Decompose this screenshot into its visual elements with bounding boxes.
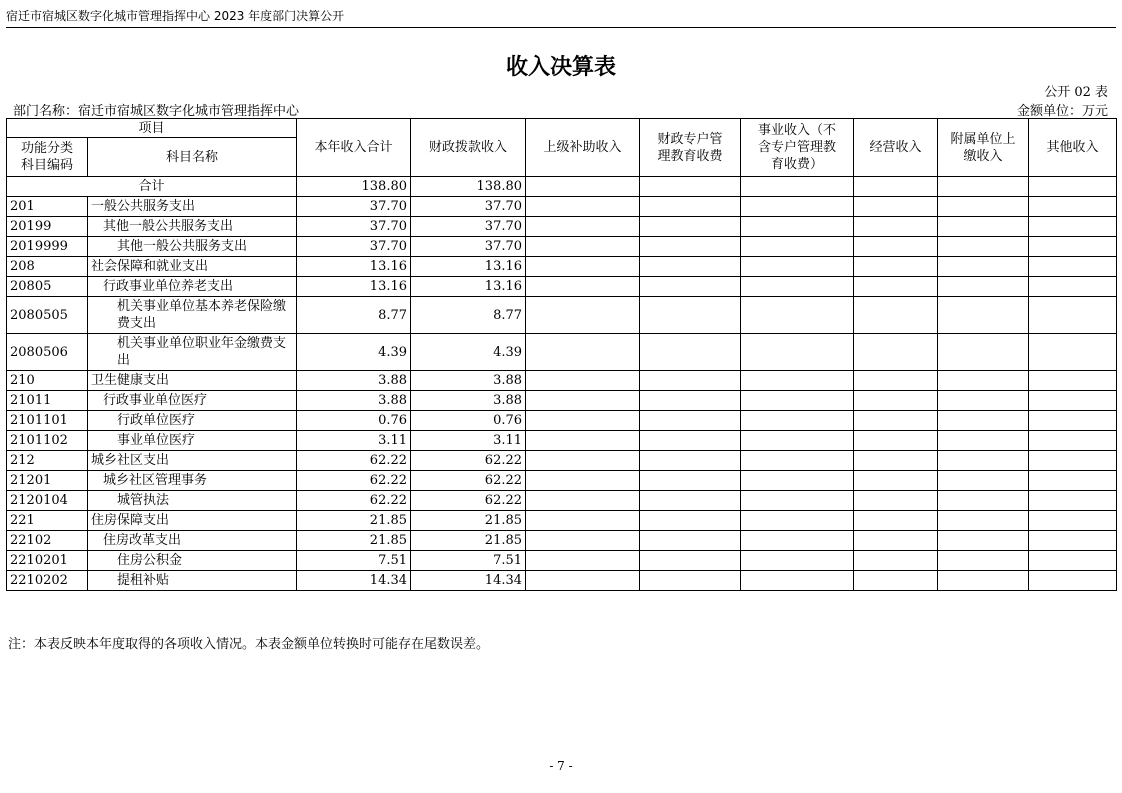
row-affiliated [938, 391, 1029, 411]
row-edu-fees [640, 531, 741, 551]
table-row [7, 277, 1117, 297]
row-name-text: 住房改革支出 [103, 533, 182, 548]
row-affiliated [938, 471, 1029, 491]
table-note: 注：本表反映本年度取得的各项收入情况。本表金额单位转换时可能存在尾数误差。 [8, 637, 490, 652]
total-fiscal: 138.80 [411, 177, 526, 197]
row-operating [854, 471, 938, 491]
row-business [741, 217, 854, 237]
row-edu-fees [640, 391, 741, 411]
row-superior [526, 257, 640, 277]
row-superior [526, 391, 640, 411]
row-edu-fees [640, 491, 741, 511]
total-superior [526, 177, 640, 197]
row-code: 201 [7, 197, 88, 217]
row-operating [854, 334, 938, 371]
row-business [741, 371, 854, 391]
row-code: 2120104 [7, 491, 88, 511]
row-superior [526, 411, 640, 431]
row-other [1029, 431, 1117, 451]
row-other [1029, 237, 1117, 257]
row-other [1029, 571, 1117, 591]
row-total: 62.22 [297, 491, 411, 511]
row-name-text: 事业单位医疗 [117, 433, 196, 448]
page-title: 收入决算表 [505, 55, 616, 80]
row-affiliated [938, 531, 1029, 551]
row-code: 21011 [7, 391, 88, 411]
row-total: 14.34 [297, 571, 411, 591]
row-affiliated [938, 431, 1029, 451]
table-row [7, 491, 1117, 511]
row-affiliated [938, 411, 1029, 431]
row-other [1029, 491, 1117, 511]
row-code: 212 [7, 451, 88, 471]
row-edu-fees [640, 237, 741, 257]
row-fiscal: 21.85 [411, 531, 526, 551]
row-affiliated [938, 334, 1029, 371]
row-business [741, 277, 854, 297]
row-edu-fees [640, 451, 741, 471]
row-code: 20805 [7, 277, 88, 297]
row-edu-fees [640, 277, 741, 297]
row-code: 208 [7, 257, 88, 277]
row-edu-fees [640, 511, 741, 531]
row-code: 2101101 [7, 411, 88, 431]
row-edu-fees [640, 431, 741, 451]
department-name: 部门名称：宿迁市宿城区数字化城市管理指挥中心 [13, 104, 300, 119]
table-row [7, 571, 1117, 591]
row-other [1029, 471, 1117, 491]
row-other [1029, 371, 1117, 391]
row-total: 3.88 [297, 371, 411, 391]
row-edu-fees [640, 217, 741, 237]
row-business [741, 334, 854, 371]
total-operating [854, 177, 938, 197]
row-fiscal: 13.16 [411, 257, 526, 277]
row-operating [854, 391, 938, 411]
total-business [741, 177, 854, 197]
row-business [741, 431, 854, 451]
row-superior [526, 451, 640, 471]
row-affiliated [938, 197, 1029, 217]
total-other [1029, 177, 1117, 197]
table-row [7, 471, 1117, 491]
row-other [1029, 511, 1117, 531]
row-operating [854, 411, 938, 431]
row-name [88, 197, 297, 217]
total-amount: 138.80 [297, 177, 411, 197]
row-total: 13.16 [297, 257, 411, 277]
row-affiliated [938, 277, 1029, 297]
row-edu-fees [640, 257, 741, 277]
table-row [7, 257, 1117, 277]
row-other [1029, 297, 1117, 334]
row-name [88, 237, 297, 257]
table-row [7, 297, 1117, 334]
row-affiliated [938, 491, 1029, 511]
row-total: 37.70 [297, 217, 411, 237]
row-name [88, 391, 297, 411]
row-superior [526, 431, 640, 451]
header-superior: 上级补助收入 [526, 119, 640, 177]
row-operating [854, 277, 938, 297]
row-operating [854, 511, 938, 531]
row-fiscal: 62.22 [411, 451, 526, 471]
row-code: 20199 [7, 217, 88, 237]
row-superior [526, 197, 640, 217]
table-row [7, 334, 1117, 371]
row-edu-fees [640, 571, 741, 591]
row-fiscal: 8.77 [411, 297, 526, 334]
row-fiscal: 14.34 [411, 571, 526, 591]
row-code: 2080506 [7, 334, 88, 371]
header-operating: 经营收入 [854, 119, 938, 177]
row-other [1029, 334, 1117, 371]
row-affiliated [938, 237, 1029, 257]
row-operating [854, 371, 938, 391]
row-other [1029, 531, 1117, 551]
row-edu-fees [640, 411, 741, 431]
row-superior [526, 237, 640, 257]
row-code: 210 [7, 371, 88, 391]
row-superior [526, 297, 640, 334]
row-other [1029, 217, 1117, 237]
row-total: 37.70 [297, 197, 411, 217]
table-row [7, 411, 1117, 431]
row-name-text: 城乡社区管理事务 [103, 473, 208, 488]
row-business [741, 451, 854, 471]
row-name-text: 城管执法 [117, 493, 170, 508]
table-row [7, 431, 1117, 451]
header-affiliated: 附属单位上 缴收入 [938, 119, 1029, 177]
row-other [1029, 257, 1117, 277]
row-code: 2101102 [7, 431, 88, 451]
row-fiscal: 62.22 [411, 491, 526, 511]
row-business [741, 571, 854, 591]
income-table [6, 118, 1117, 591]
row-name [88, 491, 297, 511]
row-business [741, 411, 854, 431]
row-name-text: 行政事业单位养老支出 [103, 279, 234, 294]
row-edu-fees [640, 334, 741, 371]
row-operating [854, 551, 938, 571]
row-total: 3.11 [297, 431, 411, 451]
row-name [88, 571, 297, 591]
row-fiscal: 62.22 [411, 471, 526, 491]
row-edu-fees [640, 297, 741, 334]
header-business: 事业收入（不 含专户管理教 育收费） [741, 119, 854, 177]
row-name [88, 334, 297, 371]
table-row [7, 531, 1117, 551]
row-superior [526, 551, 640, 571]
row-fiscal: 4.39 [411, 334, 526, 371]
row-business [741, 297, 854, 334]
row-fiscal: 37.70 [411, 197, 526, 217]
row-fiscal: 13.16 [411, 277, 526, 297]
row-fiscal: 3.11 [411, 431, 526, 451]
row-code: 21201 [7, 471, 88, 491]
table-row [7, 197, 1117, 217]
row-operating [854, 571, 938, 591]
row-business [741, 551, 854, 571]
row-business [741, 257, 854, 277]
row-fiscal: 21.85 [411, 511, 526, 531]
row-code: 2019999 [7, 237, 88, 257]
row-total: 13.16 [297, 277, 411, 297]
row-total: 0.76 [297, 411, 411, 431]
row-name [88, 451, 297, 471]
table-row [7, 551, 1117, 571]
row-name-text: 其他一般公共服务支出 [103, 219, 234, 234]
table-row [7, 371, 1117, 391]
table-row [7, 511, 1117, 531]
row-name [88, 297, 297, 334]
row-name-text: 提租补贴 [117, 573, 170, 588]
row-name-text: 住房公积金 [117, 553, 183, 568]
row-operating [854, 197, 938, 217]
header-name: 科目名称 [88, 138, 297, 177]
row-business [741, 531, 854, 551]
row-name-text: 住房保障支出 [91, 513, 170, 528]
row-name [88, 257, 297, 277]
row-name-text: 机关事业单位职业年金缴费支出 [117, 336, 287, 368]
row-business [741, 511, 854, 531]
row-operating [854, 431, 938, 451]
row-name [88, 411, 297, 431]
row-business [741, 491, 854, 511]
row-affiliated [938, 551, 1029, 571]
row-affiliated [938, 511, 1029, 531]
form-number: 公开 02 表 [1044, 85, 1108, 100]
row-superior [526, 277, 640, 297]
row-superior [526, 511, 640, 531]
row-other [1029, 451, 1117, 471]
row-total: 4.39 [297, 334, 411, 371]
row-total: 37.70 [297, 237, 411, 257]
row-operating [854, 237, 938, 257]
row-code: 2080505 [7, 297, 88, 334]
row-name-text: 行政事业单位医疗 [103, 393, 208, 408]
row-name-text: 社会保障和就业支出 [91, 259, 209, 274]
row-code: 22102 [7, 531, 88, 551]
row-name-text: 行政单位医疗 [117, 413, 196, 428]
row-total: 62.22 [297, 451, 411, 471]
total-edu-fees [640, 177, 741, 197]
row-superior [526, 371, 640, 391]
row-business [741, 197, 854, 217]
header-other: 其他收入 [1029, 119, 1117, 177]
row-other [1029, 197, 1117, 217]
table-row [7, 217, 1117, 237]
row-total: 62.22 [297, 471, 411, 491]
row-other [1029, 391, 1117, 411]
row-total: 21.85 [297, 531, 411, 551]
row-business [741, 391, 854, 411]
row-affiliated [938, 571, 1029, 591]
row-superior [526, 491, 640, 511]
row-name-text: 机关事业单位基本养老保险缴费支出 [117, 299, 287, 331]
row-name [88, 531, 297, 551]
row-operating [854, 257, 938, 277]
total-label: 合计 [7, 177, 297, 197]
row-name [88, 277, 297, 297]
row-name [88, 471, 297, 491]
row-affiliated [938, 257, 1029, 277]
table-row [7, 451, 1117, 471]
row-total: 3.88 [297, 391, 411, 411]
row-superior [526, 334, 640, 371]
header-edu-fees: 财政专户管 理教育收费 [640, 119, 741, 177]
row-name [88, 511, 297, 531]
row-total: 8.77 [297, 297, 411, 334]
row-name-text: 城乡社区支出 [91, 453, 170, 468]
row-other [1029, 551, 1117, 571]
row-operating [854, 451, 938, 471]
row-superior [526, 471, 640, 491]
row-edu-fees [640, 197, 741, 217]
row-fiscal: 37.70 [411, 237, 526, 257]
row-operating [854, 491, 938, 511]
row-edu-fees [640, 551, 741, 571]
total-row [7, 177, 1117, 197]
row-business [741, 471, 854, 491]
row-operating [854, 297, 938, 334]
table-row [7, 237, 1117, 257]
row-name-text: 卫生健康支出 [91, 373, 170, 388]
row-fiscal: 3.88 [411, 371, 526, 391]
document-header: 宿迁市宿城区数字化城市管理指挥中心 2023 年度部门决算公开 [6, 9, 345, 23]
row-name [88, 217, 297, 237]
row-code: 2210202 [7, 571, 88, 591]
row-fiscal: 0.76 [411, 411, 526, 431]
row-affiliated [938, 297, 1029, 334]
row-name-text: 一般公共服务支出 [91, 199, 196, 214]
row-affiliated [938, 451, 1029, 471]
row-other [1029, 277, 1117, 297]
header-total: 本年收入合计 [297, 119, 411, 177]
row-affiliated [938, 371, 1029, 391]
row-fiscal: 7.51 [411, 551, 526, 571]
header-divider [6, 27, 1116, 28]
header-fiscal: 财政拨款收入 [411, 119, 526, 177]
row-affiliated [938, 217, 1029, 237]
row-superior [526, 571, 640, 591]
row-fiscal: 37.70 [411, 217, 526, 237]
amount-unit: 金额单位：万元 [1016, 104, 1108, 119]
row-code: 2210201 [7, 551, 88, 571]
row-total: 7.51 [297, 551, 411, 571]
row-code: 221 [7, 511, 88, 531]
row-edu-fees [640, 471, 741, 491]
header-code: 功能分类 科目编码 [7, 138, 88, 177]
row-fiscal: 3.88 [411, 391, 526, 411]
row-other [1029, 411, 1117, 431]
row-business [741, 237, 854, 257]
row-name-text: 其他一般公共服务支出 [117, 239, 248, 254]
row-operating [854, 531, 938, 551]
row-name [88, 551, 297, 571]
row-superior [526, 531, 640, 551]
row-name [88, 371, 297, 391]
total-affiliated [938, 177, 1029, 197]
row-superior [526, 217, 640, 237]
page-number: - 7 - [549, 759, 573, 773]
header-project: 项目 [7, 119, 297, 138]
row-name [88, 431, 297, 451]
row-operating [854, 217, 938, 237]
row-edu-fees [640, 371, 741, 391]
table-row [7, 391, 1117, 411]
row-total: 21.85 [297, 511, 411, 531]
